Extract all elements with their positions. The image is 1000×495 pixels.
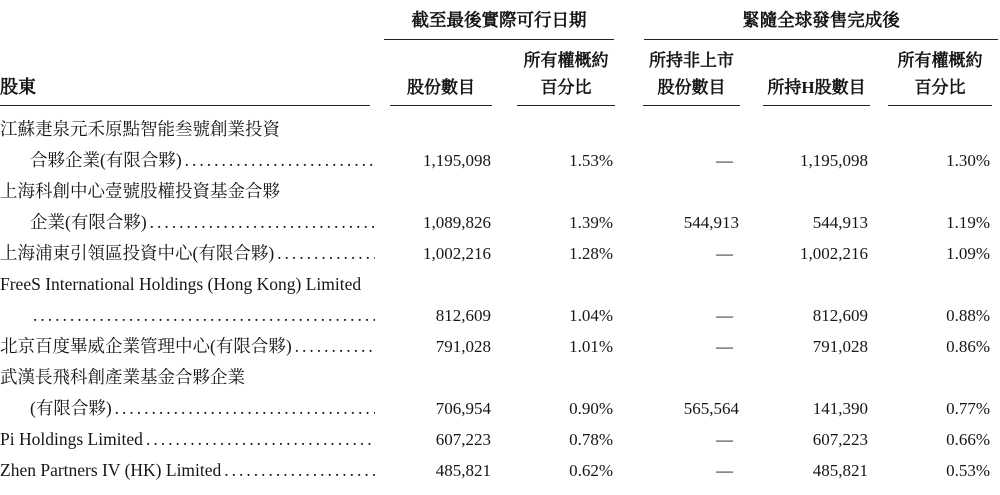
column-header-row — [0, 47, 1000, 106]
shareholder-name-text: 北京百度畢威企業管理中心(有限合夥) — [0, 336, 292, 356]
column-header-h-shares: 所持H股數目 — [763, 47, 870, 106]
shareholder-name-line — [0, 238, 375, 269]
shareholder-name-text: Zhen Partners IV (HK) Limited — [0, 460, 222, 480]
cell-unlisted-shares: 565,564 — [683, 399, 739, 418]
shareholder-name-text: FreeS International Holdings (Hong Kong) Limited — [0, 274, 362, 294]
dot-leader — [33, 300, 375, 331]
column-header-ownership-pct-current: 所有權概約 百分比 — [517, 47, 615, 106]
dot-leader — [150, 207, 375, 238]
cell-ownership-pct-current: 0.90% — [569, 399, 613, 418]
cell-shares-current: 1,195,098 — [423, 151, 491, 170]
shareholder-name-line — [0, 114, 375, 145]
dot-leader — [115, 393, 375, 424]
dot-leader — [224, 455, 375, 486]
dot-leader — [295, 331, 375, 362]
shareholder-label: 股東 — [0, 77, 36, 97]
shareholder-name — [0, 331, 375, 362]
shareholder-name-line — [0, 455, 375, 486]
cell-shares-current: 607,223 — [435, 430, 491, 449]
cell-ownership-pct-current: 1.53% — [569, 151, 613, 170]
table-row — [0, 424, 1000, 455]
table-body — [0, 114, 1000, 486]
group-header-spacer — [0, 6, 375, 40]
cell-h-shares: 791,028 — [812, 337, 868, 356]
shareholder-name-line — [0, 176, 375, 207]
cell-h-shares: 544,913 — [812, 213, 868, 232]
cell-ownership-pct-current: 0.78% — [569, 430, 613, 449]
shareholder-name-text: 企業(有限合夥) — [30, 212, 147, 232]
group-header-post-global-offering: 緊隨全球發售完成後 — [644, 6, 998, 40]
dot-leader — [277, 238, 375, 269]
shareholder-name-line — [0, 207, 375, 238]
cell-ownership-pct-current: 1.01% — [569, 337, 613, 356]
cell-shares-current: 812,609 — [435, 306, 491, 325]
cell-ownership-pct-current: 1.04% — [569, 306, 613, 325]
cell-h-shares: 1,002,216 — [800, 244, 868, 263]
cell-shares-current: 706,954 — [435, 399, 491, 418]
shareholder-name — [0, 114, 375, 176]
shareholder-name-text: 上海浦東引領區投資中心(有限合夥) — [0, 243, 275, 263]
table-row — [0, 238, 1000, 269]
table-row — [0, 455, 1000, 486]
cell-shares-current: 485,821 — [435, 461, 491, 480]
group-header-row — [0, 6, 1000, 40]
table-row — [0, 114, 1000, 176]
cell-h-shares: 141,390 — [812, 399, 868, 418]
column-header-shares-current: 股份數目 — [390, 47, 492, 106]
cell-h-shares: 485,821 — [812, 461, 868, 480]
cell-ownership-pct-post: 1.19% — [946, 213, 990, 232]
shareholder-name-text: 武漢長飛科創產業基金合夥企業 — [0, 367, 245, 387]
dot-leader — [185, 145, 375, 176]
cell-h-shares: 1,195,098 — [800, 151, 868, 170]
cell-shares-current: 791,028 — [435, 337, 491, 356]
shareholder-name — [0, 362, 375, 424]
cell-unlisted-shares: — — [716, 244, 733, 263]
column-header-unlisted-shares: 所持非上市 股份數目 — [643, 47, 740, 106]
table-row — [0, 331, 1000, 362]
group-header-latest-practicable-date: 截至最後實際可行日期 — [384, 6, 614, 40]
cell-shares-current: 1,089,826 — [423, 213, 491, 232]
shareholder-name — [0, 424, 375, 455]
table-row — [0, 362, 1000, 424]
shareholder-name-text: 江蘇疌泉元禾原點智能叁號創業投資 — [0, 119, 280, 139]
column-header-ownership-pct-post: 所有權概約 百分比 — [888, 47, 992, 106]
shareholder-name — [0, 269, 375, 331]
shareholder-name-line — [0, 269, 375, 300]
cell-unlisted-shares: — — [716, 151, 733, 170]
shareholder-name — [0, 455, 375, 486]
shareholder-name-text: 合夥企業(有限合夥) — [30, 150, 182, 170]
cell-unlisted-shares: — — [716, 337, 733, 356]
cell-ownership-pct-post: 1.30% — [946, 151, 990, 170]
shareholder-name-text: Pi Holdings Limited — [0, 429, 143, 449]
cell-ownership-pct-current: 1.39% — [569, 213, 613, 232]
dot-leader — [146, 424, 375, 455]
cell-unlisted-shares: — — [716, 430, 733, 449]
shareholder-name-line — [0, 424, 375, 455]
cell-unlisted-shares: — — [716, 461, 733, 480]
shareholder-name-line — [0, 331, 375, 362]
shareholder-name-line — [0, 145, 375, 176]
cell-unlisted-shares: 544,913 — [683, 213, 739, 232]
cell-ownership-pct-post: 0.66% — [946, 430, 990, 449]
shareholder-name-text: 上海科創中心壹號股權投資基金合夥 — [0, 181, 280, 201]
cell-h-shares: 607,223 — [812, 430, 868, 449]
shareholder-name-line — [0, 300, 375, 331]
shareholder-name-line — [0, 393, 375, 424]
table-row — [0, 176, 1000, 238]
cell-ownership-pct-post: 1.09% — [946, 244, 990, 263]
cell-shares-current: 1,002,216 — [423, 244, 491, 263]
shareholder-name — [0, 176, 375, 238]
cell-ownership-pct-post: 0.77% — [946, 399, 990, 418]
cell-ownership-pct-post: 0.86% — [946, 337, 990, 356]
cell-ownership-pct-post: 0.53% — [946, 461, 990, 480]
column-header-shareholder — [0, 47, 370, 106]
cell-h-shares: 812,609 — [812, 306, 868, 325]
shareholder-name-text: (有限合夥) — [30, 398, 112, 418]
cell-ownership-pct-current: 0.62% — [569, 461, 613, 480]
cell-ownership-pct-post: 0.88% — [946, 306, 990, 325]
table-row — [0, 269, 1000, 331]
cell-unlisted-shares: — — [716, 306, 733, 325]
shareholder-name-line — [0, 362, 375, 393]
cell-ownership-pct-current: 1.28% — [569, 244, 613, 263]
shareholder-name — [0, 238, 375, 269]
